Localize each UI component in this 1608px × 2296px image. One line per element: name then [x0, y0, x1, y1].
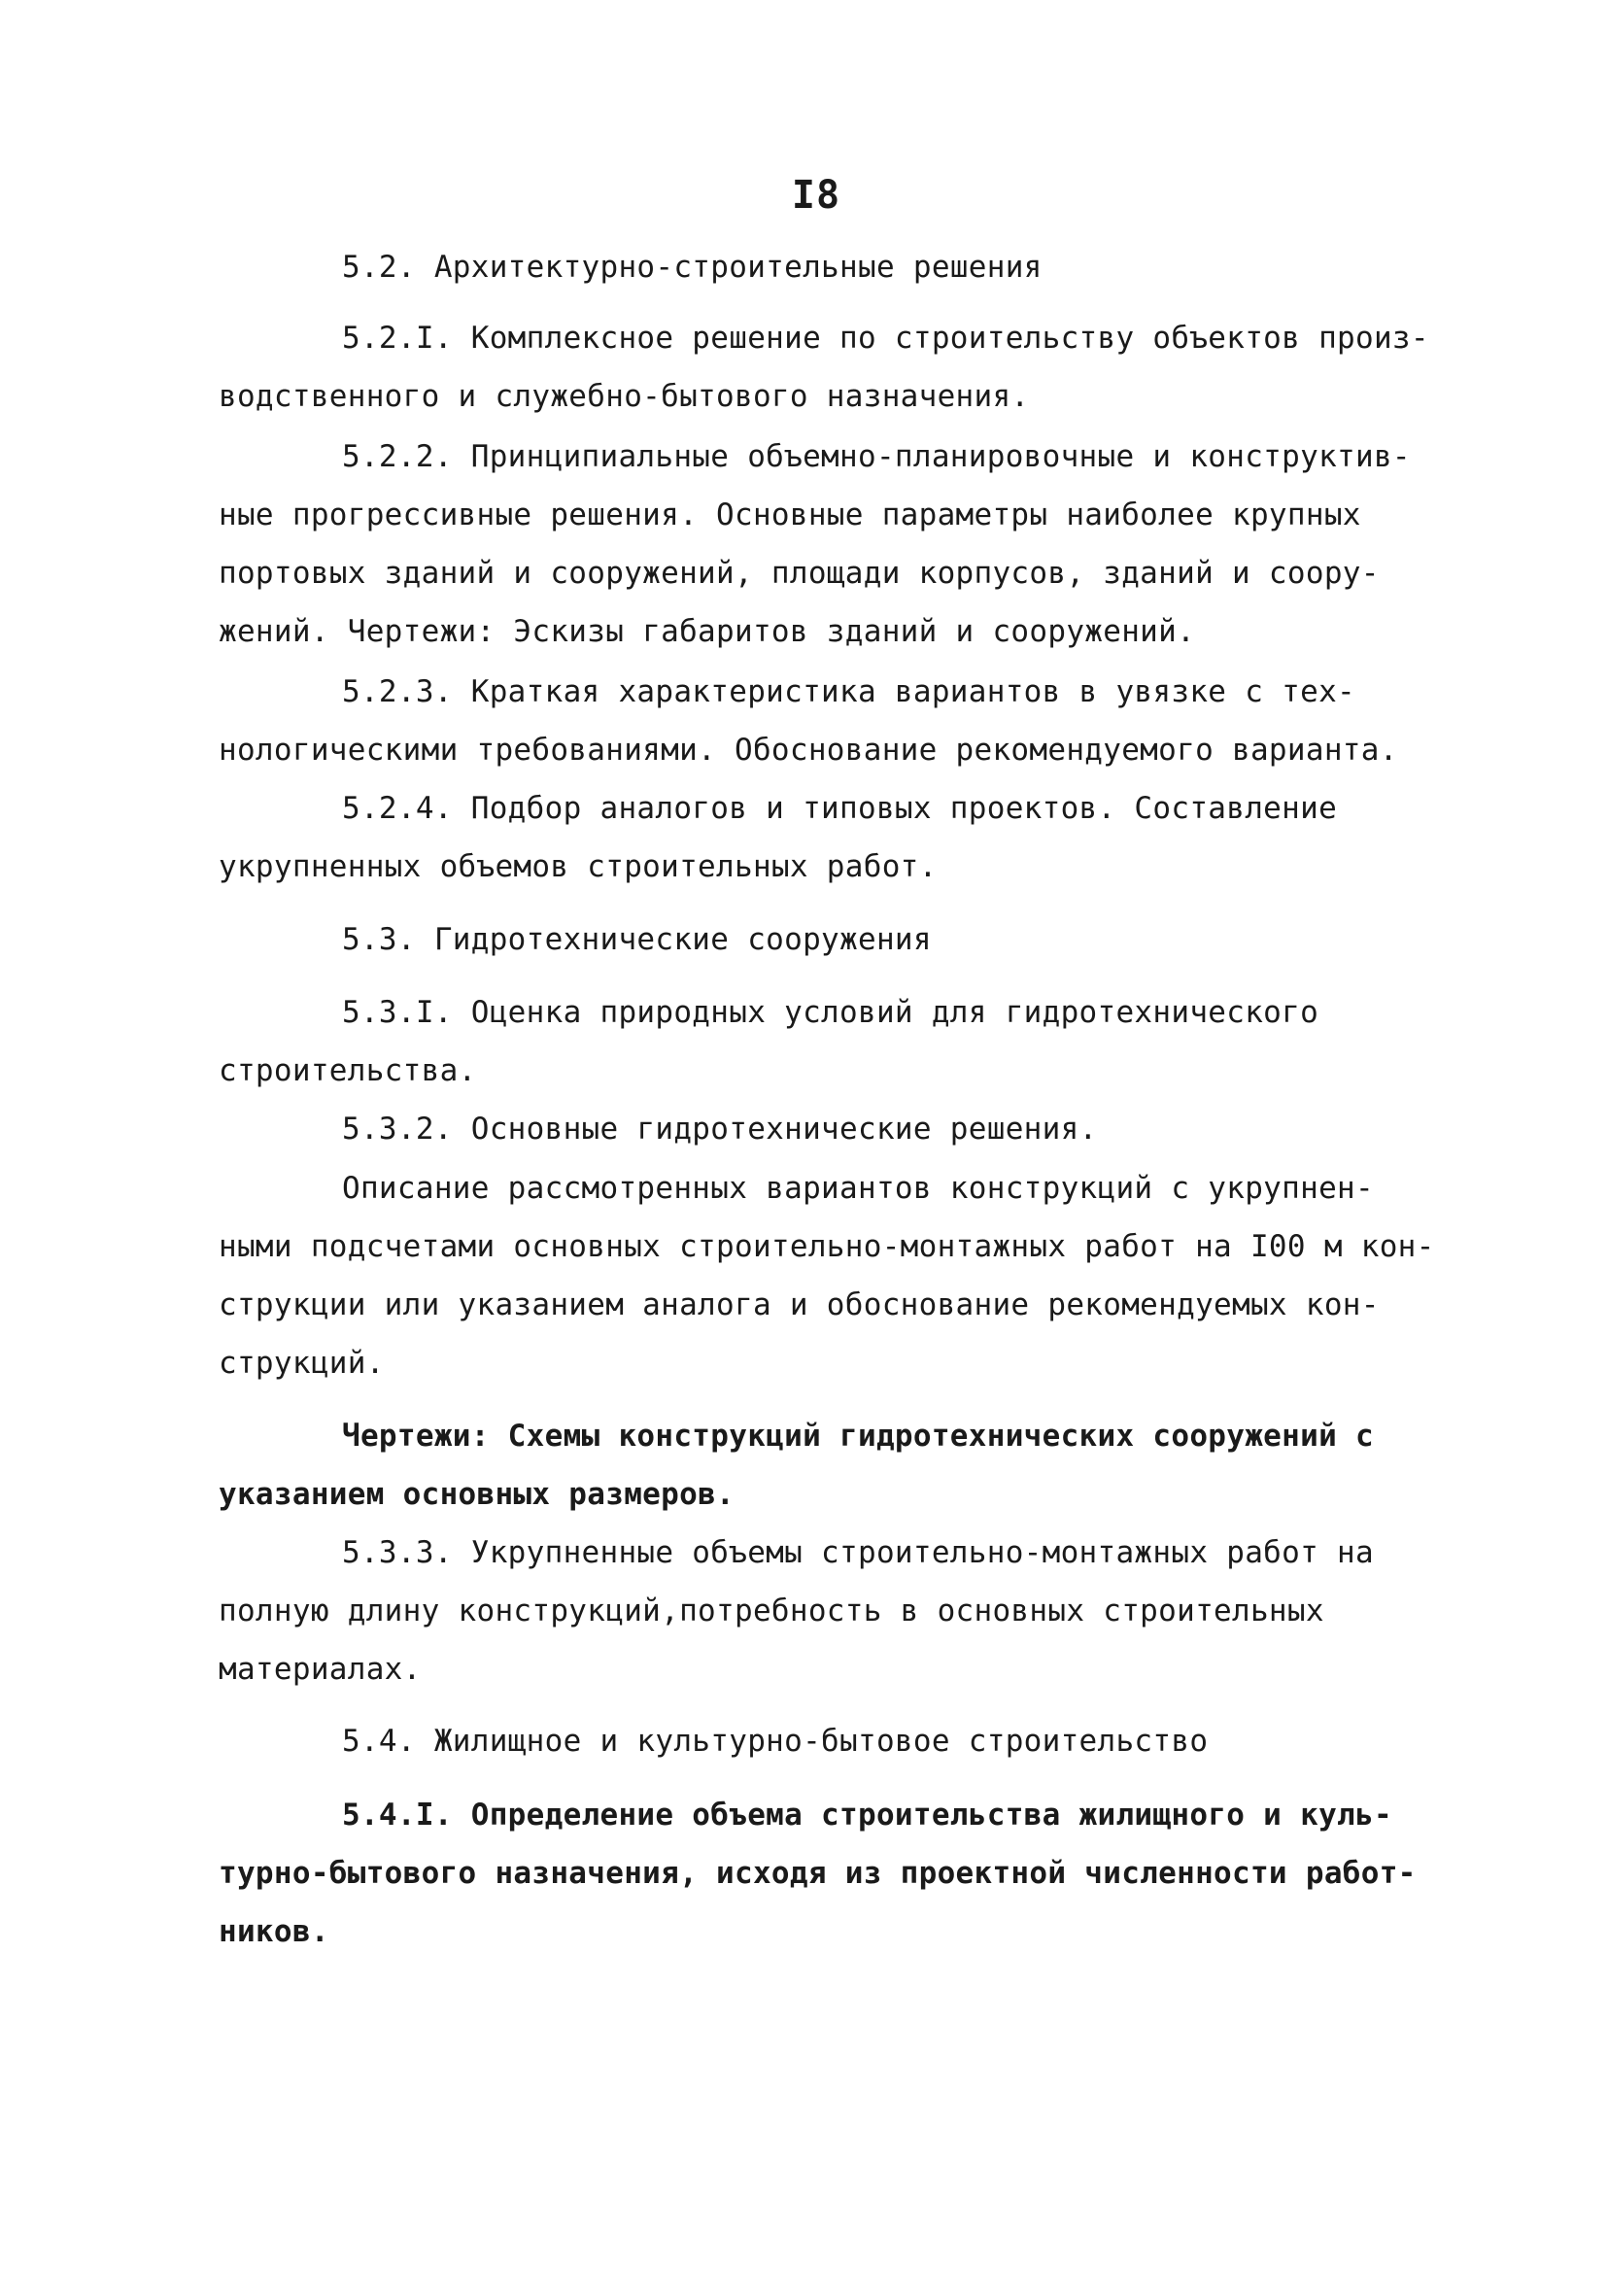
paragraph-line: ные прогрессивные решения. Основные параметры наиболее крупных — [219, 497, 1361, 532]
section-heading-5-2: 5.2. Архитектурно-строительные решения — [342, 250, 1043, 285]
paragraph-line: турно-бытового назначения, исходя из проектной численности работ- — [219, 1856, 1417, 1891]
paragraph-line: 5.3.3. Укрупненные объемы строительно-монтажных работ на — [342, 1535, 1374, 1570]
paragraph-line: 5.2.3. Краткая характеристика вариантов в увязке с тех- — [342, 674, 1355, 709]
paragraph-line: 5.3.I. Оценка природных условий для гидротехнического — [342, 995, 1319, 1030]
drawings-note: Чертежи: Схемы конструкций гидротехнических сооружений с — [342, 1419, 1374, 1454]
page-number: I8 — [791, 173, 841, 218]
paragraph-line: материалах. — [219, 1652, 422, 1687]
paragraph-line: водственного и служебно-бытового назначения. — [219, 379, 1030, 414]
paragraph-line: укрупненных объемов строительных работ. — [219, 849, 938, 884]
paragraph-line: ников. — [219, 1914, 329, 1949]
paragraph-line: портовых зданий и сооружений, площади корпусов, зданий и соору- — [219, 556, 1380, 591]
section-heading-5-4: 5.4. Жилищное и культурно-бытовое строительство — [342, 1724, 1209, 1759]
section-heading-5-3: 5.3. Гидротехнические сооружения — [342, 922, 932, 957]
paragraph-line: полную длину конструкций,потребность в основных строительных — [219, 1593, 1324, 1628]
paragraph-line: 5.2.4. Подбор аналогов и типовых проектов. Составление — [342, 791, 1338, 826]
paragraph-line: ными подсчетами основных строительно-монтажных работ на I00 м кон- — [219, 1229, 1435, 1264]
paragraph-line: жений. Чертежи: Эскизы габаритов зданий и сооружений. — [219, 614, 1196, 649]
paragraph-line: нологическими требованиями. Обоснование рекомендуемого варианта. — [219, 733, 1398, 768]
paragraph-line: 5.2.2. Принципиальные объемно-планировочные и конструктив- — [342, 439, 1411, 474]
paragraph-line: 5.3.2. Основные гидротехнические решения. — [342, 1112, 1098, 1147]
drawings-note: указанием основных размеров. — [219, 1477, 735, 1512]
paragraph-line: 5.2.I. Комплексное решение по строительству объектов произ- — [342, 321, 1429, 356]
paragraph-line: Описание рассмотренных вариантов конструкций с укрупнен- — [342, 1171, 1374, 1206]
paragraph-line: 5.4.I. Определение объема строительства жилищного и куль- — [342, 1798, 1392, 1833]
paragraph-line: строительства. — [219, 1053, 477, 1088]
paragraph-line: струкции или указанием аналога и обоснование рекомендуемых кон- — [219, 1287, 1380, 1322]
paragraph-line: струкций. — [219, 1346, 385, 1381]
